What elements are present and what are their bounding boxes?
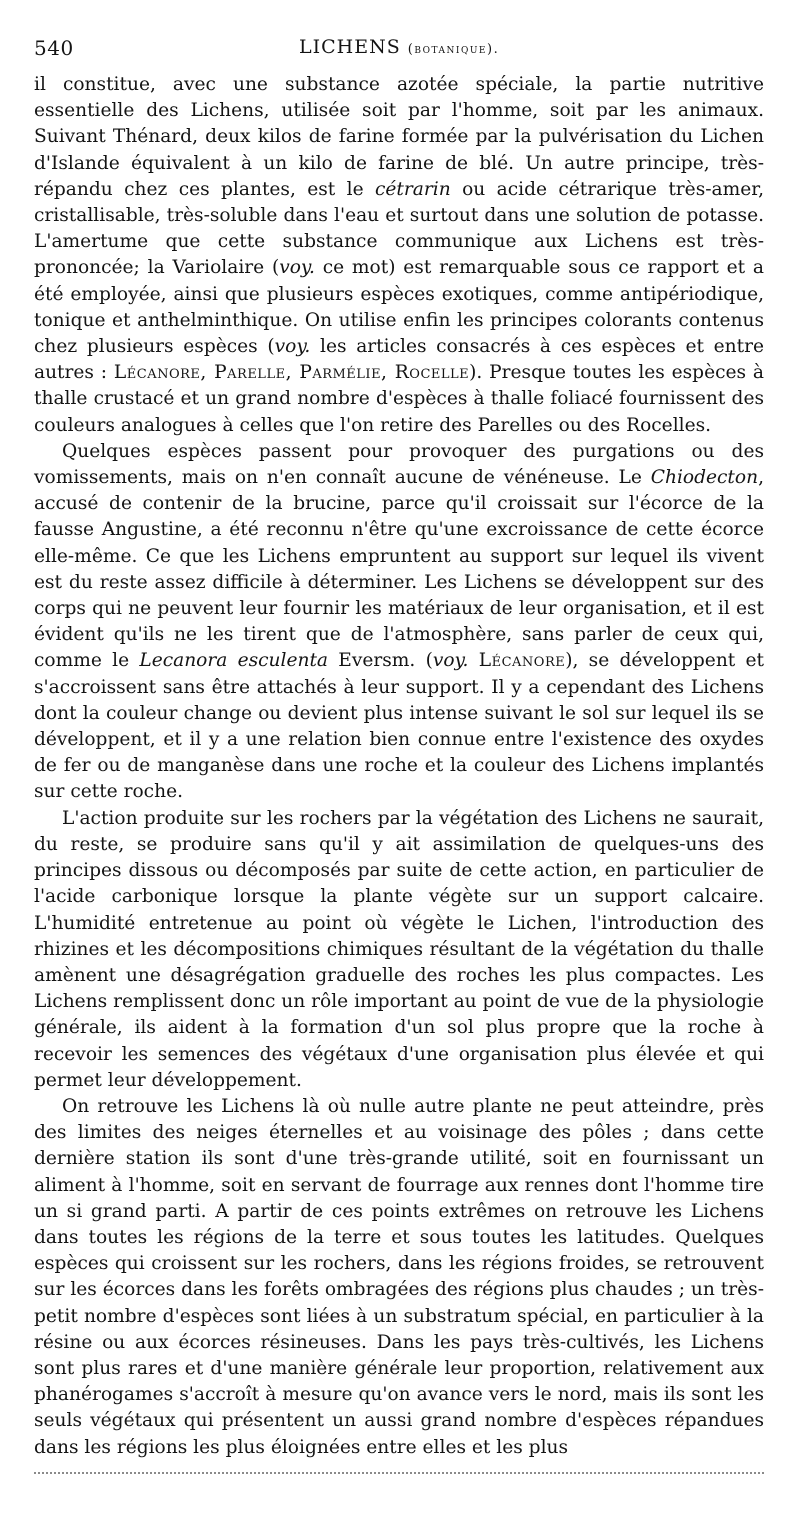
running-head [299, 36, 499, 58]
text-run: les articles consacrés à ces espèces et entre autres : [34, 336, 764, 384]
running-head-subtitle: (botanique). [407, 42, 500, 57]
footer-dotted-rule [34, 1472, 764, 1474]
text-run: ce mot) est remarquable sous ce rapport et a été employée, ainsi que plusieurs espèces exotiques, comme antipériodique, tonique et anthelminthique. On utilise enfin les principes colorants contenus chez plusieurs espèces ( [34, 257, 765, 358]
italic-term: Lecanora esculenta [139, 650, 329, 672]
text-run [468, 650, 478, 671]
italic-term: cétrarin [375, 178, 451, 200]
text-run: , accusé de contenir de la brucine, parce qu'il croissait sur l'écorce de la fausse Angustine, a été reconnu n'être qu'une excroissance de cette écorce elle-même. Ce que les Lichens empruntent au support sur lequel ils vivent est du reste assez difficile à déterminer. Les Lichens se développent sur des corps qui ne peuvent leur fournir les matériaux de leur organisation, et il est évident qu'ils ne les tirent que de l'atmosphère, sans parler de ceux qui, comme le [34, 467, 764, 672]
text-run: On retrouve les Lichens là où nulle autre plante ne peut atteindre, près des limites des neiges éternelles et au voisinage des pôles ; dans cette dernière station ils sont d'une très-grande utilité, soit en fournissant un aliment à l'homme, soit en servant de fourrage aux rennes dont l'homme tire un si grand parti. A partir de ces points extrêmes on retrouve les Lichens dans toutes les régions de la terre et sous toutes les latitudes. Quelques espèces qui croissent sur les rochers, dans les régions froides, se retrouvent sur les écorces dans les forêts ombragées des régions plus chaudes ; un très-petit nombre d'espèces sont liées à un substratum spécial, en particulier à la résine ou aux écorces résineuses. Dans les pays très-cultivés, les Lichens sont plus rares et d'une manière générale leur proportion, relativement aux phanérogames s'accroît à mesure qu'on avance vers le nord, mais ils sont les seuls végétaux qui présentent un aussi grand nombre d'espèces répandues dans les régions les plus éloignées entre elles et les plus [34, 1095, 764, 1458]
italic-term: voy. [274, 336, 311, 358]
italic-term: Chiodecton [650, 467, 759, 489]
text-run: L'action produite sur les rochers par la végétation des Lichens ne saurait, du reste, se produire sans qu'il y ait assimilation de quelques-uns des principes dissous ou décomposés par suite de cette action, en particulier de l'acide carbonique lorsque la plante végète sur un support calcaire. L'humidité entretenue au point où végète le Lichen, l'introduction des rhizines et les décompositions chimiques résultant de la végétation du thalle amènent une désagrégation graduelle des roches les plus compactes. Les Lichens remplissent donc un rôle important au point de vue de la physiologie générale, ils aident à la formation d'un sol plus propre que la roche à recevoir les semences des végétaux d'une organisation plus élevée et qui permet leur développement. [34, 807, 764, 1091]
cross-reference: Lécanore, Parelle, Parmélie, Rocelle [113, 362, 470, 384]
text-run: ), se développent et s'accroissent sans être attachés à leur support. Il y a cependant des Lichens dont la couleur change ou devient plus intense suivant le sol sur lequel ils se développent, et il y a une relation bien connue entre l'existence des oxydes de fer ou de manganèse dans une roche et la couleur des Lichens implantés sur cette roche. [34, 650, 764, 803]
running-head-title: LICHENS [299, 36, 401, 58]
paragraph [34, 806, 764, 1094]
cross-reference: Lécanore [478, 650, 566, 672]
italic-term: voy. [279, 257, 315, 279]
paragraph [34, 1094, 764, 1461]
text-run: ou acide cétrarique très-amer, cristallisable, très-soluble dans l'eau et surtout dans une solution de potasse. L'amertume que cette substance communique aux Lichens est très-prononcée; la Variolaire ( [34, 178, 764, 279]
text-run: Quelques espèces passent pour provoquer des purgations ou des vomissements, mais on n'en connaît aucune de vénéneuse. Le [34, 440, 764, 489]
text-run: il constitue, avec une substance azotée spéciale, la partie nutritive essentielle des Lichens, utilisée soit par l'homme, soit par les animaux. Suivant Thénard, deux kilos de farine formée par la pulvérisation du Lichen d'Islande équivalent à un kilo de farine de blé. Un autre principe, très-répandu chez ces plantes, est le [34, 74, 764, 200]
text-run: Eversm. ( [328, 650, 433, 672]
text-run: ). Presque toutes les espèces à thalle crustacé et un grand nombre d'espèces à thalle foliacé fournissent des couleurs analogues à celles que l'on retire des Parelles ou des Rocelles. [34, 362, 764, 436]
article-body [34, 72, 764, 1461]
italic-term: voy. [432, 650, 469, 672]
paragraph [34, 72, 764, 439]
page-header [34, 36, 764, 66]
paragraph [34, 439, 764, 806]
page-number: 540 [34, 36, 74, 60]
